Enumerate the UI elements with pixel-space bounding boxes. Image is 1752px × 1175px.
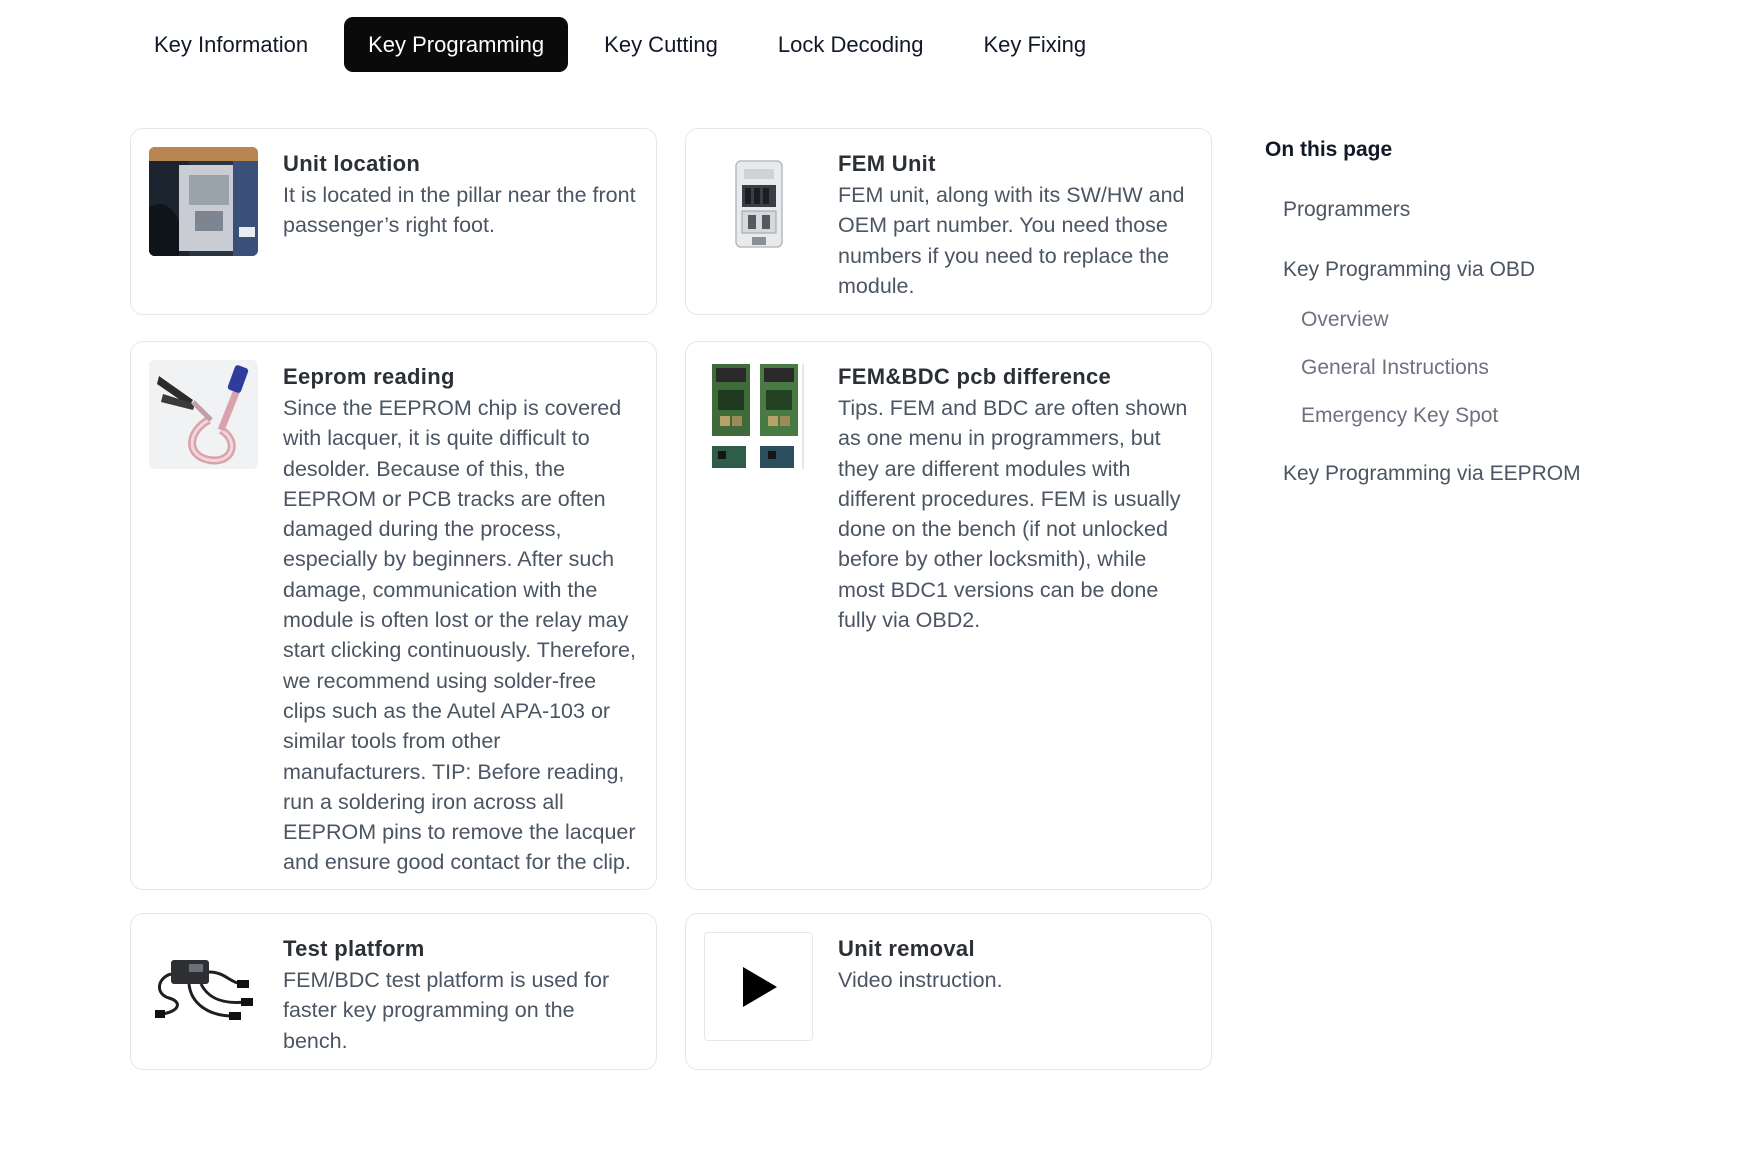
tab-key-cutting[interactable]: Key Cutting [604, 31, 718, 57]
toc-item-programmers[interactable]: Programmers [1283, 198, 1411, 221]
card-text [838, 934, 1193, 995]
card-text [838, 362, 1193, 635]
card-text [283, 362, 638, 878]
tab-key-fixing[interactable]: Key Fixing [983, 31, 1087, 57]
card-text [283, 149, 638, 241]
card-title: FEM Unit [838, 151, 936, 176]
card-title: Unit location [283, 151, 421, 176]
fem-module-photo [704, 147, 813, 256]
toc-item-emergency-key-spot[interactable]: Emergency Key Spot [1301, 404, 1499, 427]
card-fem-bdc-pcb-difference[interactable] [685, 341, 1212, 890]
toc-title: On this page [1265, 138, 1393, 161]
play-icon [739, 965, 779, 1009]
card-description: Since the EEPROM chip is covered with lacquer, it is quite difficult to desolder. Because of this, the EEPROM or PCB tracks are often damaged during the process, especially by beginners. After such damage, communication with the module is often lost or the relay may start clicking continuously. Therefore, we recommend using solder-free clips such as the Autel APA-103 or similar tools from other manufacturers. TIP: Before reading, run a soldering iron across all EEPROM pins to remove the lacquer and ensure good contact for the clip. [283, 396, 636, 875]
card-test-platform[interactable] [130, 913, 657, 1070]
video-play-button[interactable] [704, 932, 813, 1041]
card-description: FEM unit, along with its SW/HW and OEM part number. You need those numbers if you need to replace the module. [838, 183, 1185, 298]
toc-item-key-programming-via-obd[interactable]: Key Programming via OBD [1283, 258, 1536, 281]
card-title: Unit removal [838, 936, 975, 961]
card-title: Test platform [283, 936, 425, 961]
tab-key-information[interactable]: Key Information [154, 31, 309, 57]
pcb-comparison-photo [704, 360, 813, 469]
card-fem-unit[interactable] [685, 128, 1212, 315]
eeprom-clip-photo [149, 360, 258, 469]
card-eeprom-reading[interactable] [130, 341, 657, 890]
test-platform-photo [149, 932, 258, 1041]
card-title: FEM&BDC pcb difference [838, 364, 1112, 389]
card-text [283, 934, 638, 1056]
toc-item-overview[interactable]: Overview [1301, 308, 1389, 331]
card-title: Eeprom reading [283, 364, 455, 389]
tab-lock-decoding[interactable]: Lock Decoding [777, 31, 924, 57]
card-unit-removal[interactable] [685, 913, 1212, 1070]
card-text [838, 149, 1193, 301]
card-description: Video instruction. [838, 968, 1003, 992]
card-unit-location[interactable] [130, 128, 657, 315]
car-pillar-photo [149, 147, 258, 256]
toc-item-key-programming-via-eeprom[interactable]: Key Programming via EEPROM [1283, 462, 1581, 485]
section-tabs [130, 17, 1122, 72]
card-description: It is located in the pillar near the front passenger’s right foot. [283, 183, 636, 238]
card-description: Tips. FEM and BDC are often shown as one menu in programmers, but they are different modules with different procedures. FEM is usually done on the bench (if not unlocked before by other locksmith), while most BDC1 versions can be done fully via OBD2. [838, 396, 1188, 633]
tab-key-programming[interactable]: Key Programming [344, 17, 568, 72]
toc-item-general-instructions[interactable]: General Instructions [1301, 356, 1489, 379]
table-of-contents [1265, 138, 1725, 485]
card-description: FEM/BDC test platform is used for faster key programming on the bench. [283, 968, 610, 1053]
